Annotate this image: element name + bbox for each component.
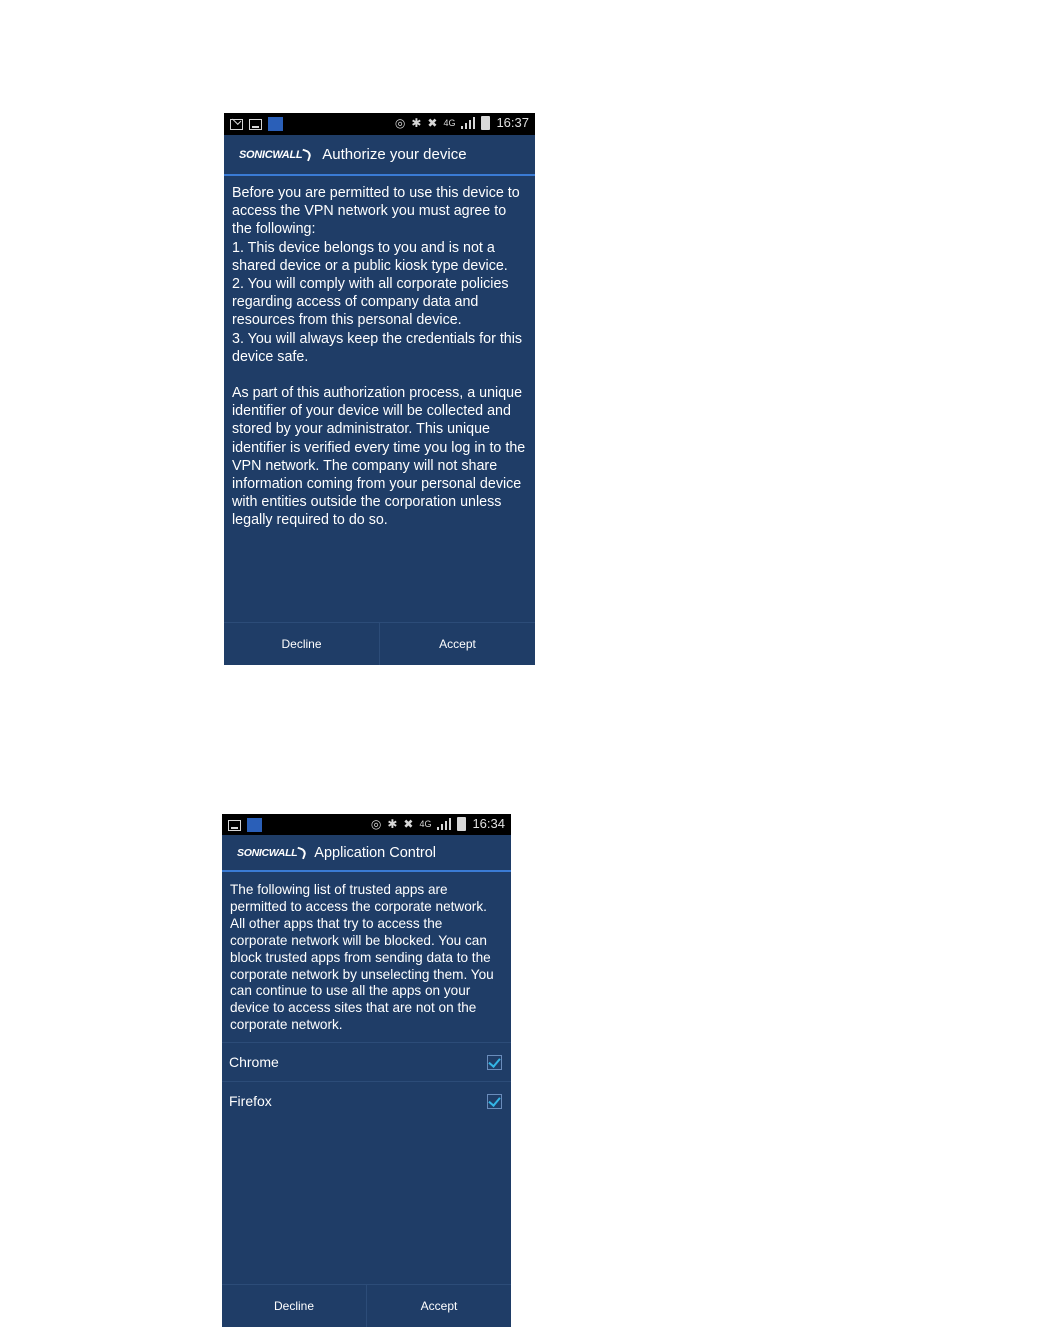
decline-button[interactable]: Decline [281,637,322,651]
accept-button[interactable]: Accept [366,1285,511,1327]
application-control-screen [222,814,511,1327]
signal-icon [437,818,451,830]
authorize-device-screen [224,113,535,665]
4g-icon: 4G [419,818,432,829]
signal-icon [461,117,475,129]
app-row-firefox[interactable] [222,1081,511,1120]
intro-text: Before you are permitted to use this device to access the VPN network you must agree to the following: [232,185,520,238]
firefox-checkbox[interactable] [487,1094,502,1109]
app-control-description [222,872,511,1042]
button-bar [224,622,535,665]
page-title: Authorize your device [322,146,467,163]
title-bar [222,835,511,872]
term-2: 2. You will comply with all corporate policies regarding access of company data and resources from this personal device. [232,276,509,329]
eye-icon: ◎ [394,115,406,130]
battery-icon [457,817,466,831]
eye-icon: ◎ [370,816,382,831]
status-bar [222,814,511,835]
battery-icon [481,116,490,130]
title-bar [224,135,535,176]
image-icon [249,119,262,130]
tp-icon [247,818,262,832]
image-icon [228,820,241,831]
sonicwall-logo: SONICWALL [237,846,298,859]
chrome-checkbox[interactable] [487,1055,502,1070]
app-name: Firefox [229,1093,272,1110]
clock: 16:34 [472,816,505,831]
mail-icon [230,119,243,130]
sonicwall-logo: SONICWALL [239,148,303,161]
page-title: Application Control [314,844,437,861]
privacy-text: As part of this authorization process, a unique identifier of your device will be collected and stored by your administrator. This unique identifier is verified every time you log in to the VPN network. The company will not share information coming from your personal device with entities outside the corporation unless legally required to do so. [232,385,526,529]
description-text: The following list of trusted apps are permitted to access the corporate network. All other apps that try to access the corporate network will be blocked. You can block trusted apps from sending data to the corporate network by unselecting them. You can continue to use all the apps on your device to access sites that are not on the corporate network. [230,882,494,1033]
term-1: 1. This device belongs to you and is not a shared device or a public kiosk type device. [232,239,508,274]
accept-button[interactable]: Accept [379,623,535,665]
clock: 16:37 [496,115,529,130]
app-name: Chrome [229,1054,279,1071]
mute-icon: ✖ [427,115,438,130]
decline-button[interactable]: Decline [273,1299,315,1313]
button-bar [222,1284,511,1327]
4g-icon: 4G [443,117,456,128]
bluetooth-icon: ✱ [387,816,398,831]
tp-icon [268,117,283,131]
term-3: 3. You will always keep the credentials for this device safe. [232,330,523,365]
mute-icon: ✖ [403,816,414,831]
agreement-text [224,176,535,530]
status-bar [224,113,535,135]
app-row-chrome[interactable] [222,1042,511,1081]
bluetooth-icon: ✱ [411,115,422,130]
